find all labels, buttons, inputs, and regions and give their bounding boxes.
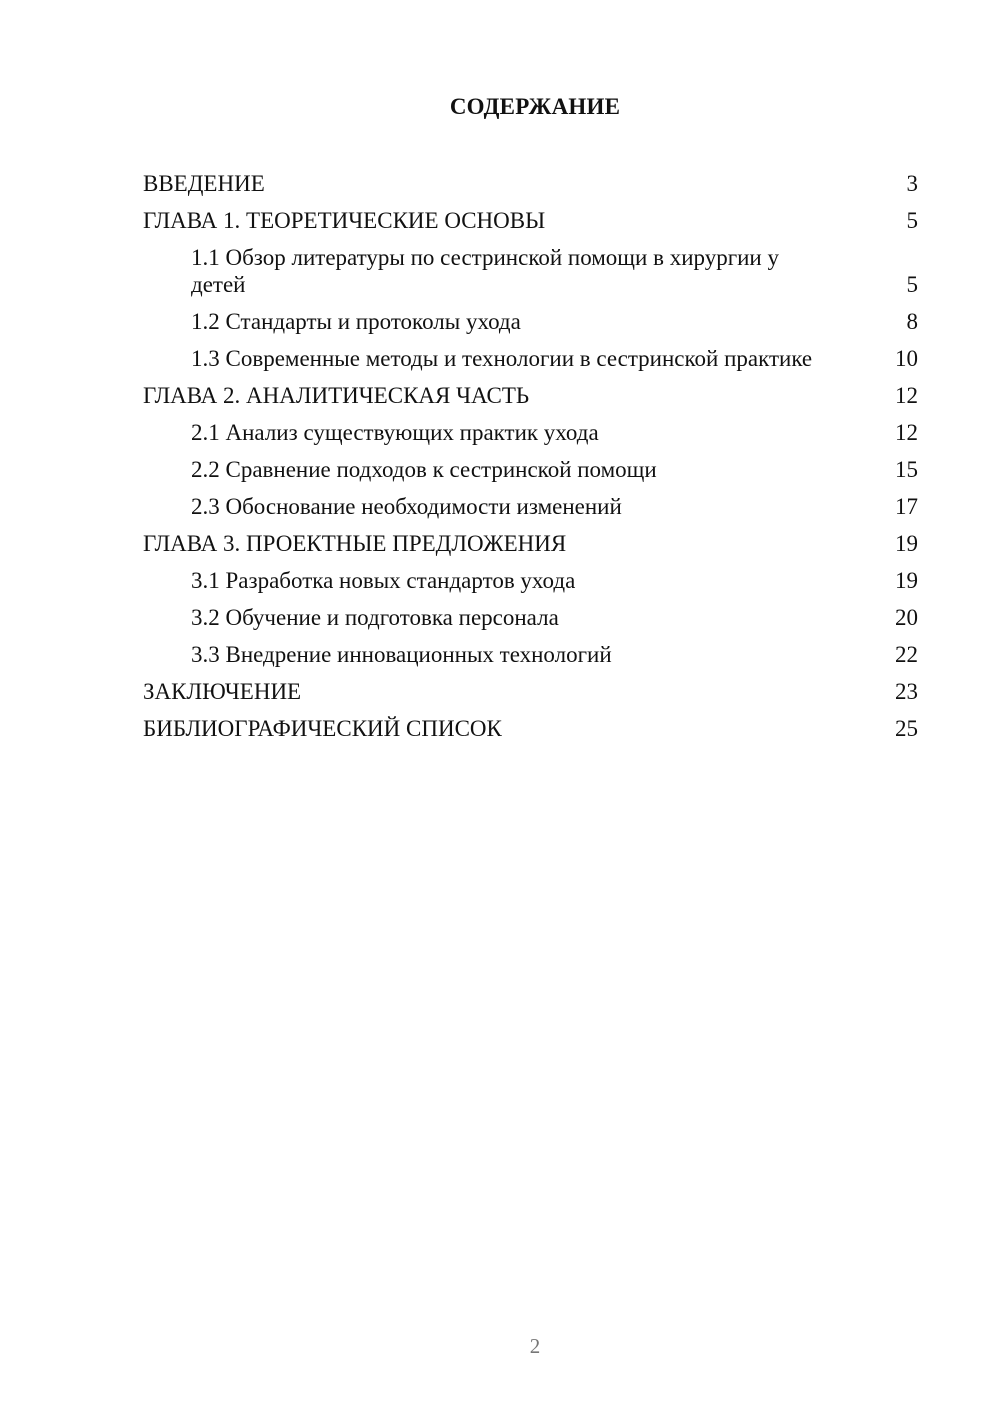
toc-entry-page-number: 20 xyxy=(895,605,918,630)
toc-entry-page-number: 23 xyxy=(895,679,918,704)
toc-entry-label: 3.3 Внедрение инновационных технологий xyxy=(191,642,612,667)
toc-entry-label: ГЛАВА 2. АНАЛИТИЧЕСКАЯ ЧАСТЬ xyxy=(143,383,530,408)
toc-entry-label: 2.2 Сравнение подходов к сестринской помощи xyxy=(191,457,657,482)
toc-entry-page-number: 19 xyxy=(895,568,918,593)
toc-entry-section-1-3[interactable] xyxy=(143,345,918,372)
toc-entry-label: 2.3 Обоснование необходимости изменений xyxy=(191,494,622,519)
toc-entry-page-number: 15 xyxy=(895,457,918,482)
toc-entry-label: ГЛАВА 1. ТЕОРЕТИЧЕСКИЕ ОСНОВЫ xyxy=(143,208,546,233)
toc-entry-section-1-2[interactable] xyxy=(143,308,918,335)
toc-entry-label: ЗАКЛЮЧЕНИЕ xyxy=(143,679,302,704)
toc-entry-page-number: 17 xyxy=(895,494,918,519)
toc-entry-bibliography[interactable] xyxy=(143,715,918,742)
toc-entry-chapter-2[interactable] xyxy=(143,382,918,409)
toc-entry-section-3-2[interactable] xyxy=(143,604,918,631)
toc-entry-page-number: 19 xyxy=(895,531,918,556)
toc-entry-page-number: 22 xyxy=(895,642,918,667)
toc-entry-label: 1.2 Стандарты и протоколы ухода xyxy=(191,309,521,334)
toc-entry-page-number: 5 xyxy=(906,208,918,233)
toc-entry-section-3-3[interactable] xyxy=(143,641,918,668)
toc-entry-section-2-3[interactable] xyxy=(143,493,918,520)
toc-entry-page-number: 12 xyxy=(895,383,918,408)
toc-entry-section-2-1[interactable] xyxy=(143,419,918,446)
toc-entry-page-number: 5 xyxy=(906,272,918,297)
toc-entry-page-number: 25 xyxy=(895,716,918,741)
toc-entry-introduction[interactable] xyxy=(143,170,918,197)
toc-entry-conclusion[interactable] xyxy=(143,678,918,705)
toc-entry-chapter-3[interactable] xyxy=(143,530,918,557)
toc-entry-label: 3.1 Разработка новых стандартов ухода xyxy=(191,568,576,593)
toc-entry-section-2-2[interactable] xyxy=(143,456,918,483)
toc-entry-label: БИБЛИОГРАФИЧЕСКИЙ СПИСОК xyxy=(143,716,502,741)
footer-page-number: 2 xyxy=(529,1334,541,1358)
toc-entry-label: 1.1 Обзор литературы по сестринской помощи в хирургии у детей xyxy=(191,245,779,297)
toc-entry-page-number: 10 xyxy=(895,346,918,371)
table-of-contents xyxy=(143,170,918,752)
toc-entry-label: ВВЕДЕНИЕ xyxy=(143,171,265,196)
toc-entry-label: 2.1 Анализ существующих практик ухода xyxy=(191,420,599,445)
toc-entry-page-number: 12 xyxy=(895,420,918,445)
toc-entry-section-3-1[interactable] xyxy=(143,567,918,594)
toc-entry-label: 3.2 Обучение и подготовка персонала xyxy=(191,605,559,630)
toc-entry-label: ГЛАВА 3. ПРОЕКТНЫЕ ПРЕДЛОЖЕНИЯ xyxy=(143,531,567,556)
page-title: СОДЕРЖАНИЕ xyxy=(449,94,621,119)
toc-entry-page-number: 3 xyxy=(906,171,918,196)
toc-entry-label: 1.3 Современные методы и технологии в сестринской практике xyxy=(191,346,813,371)
toc-entry-section-1-1[interactable] xyxy=(143,244,918,298)
toc-entry-page-number: 8 xyxy=(906,309,918,334)
toc-entry-chapter-1[interactable] xyxy=(143,207,918,234)
